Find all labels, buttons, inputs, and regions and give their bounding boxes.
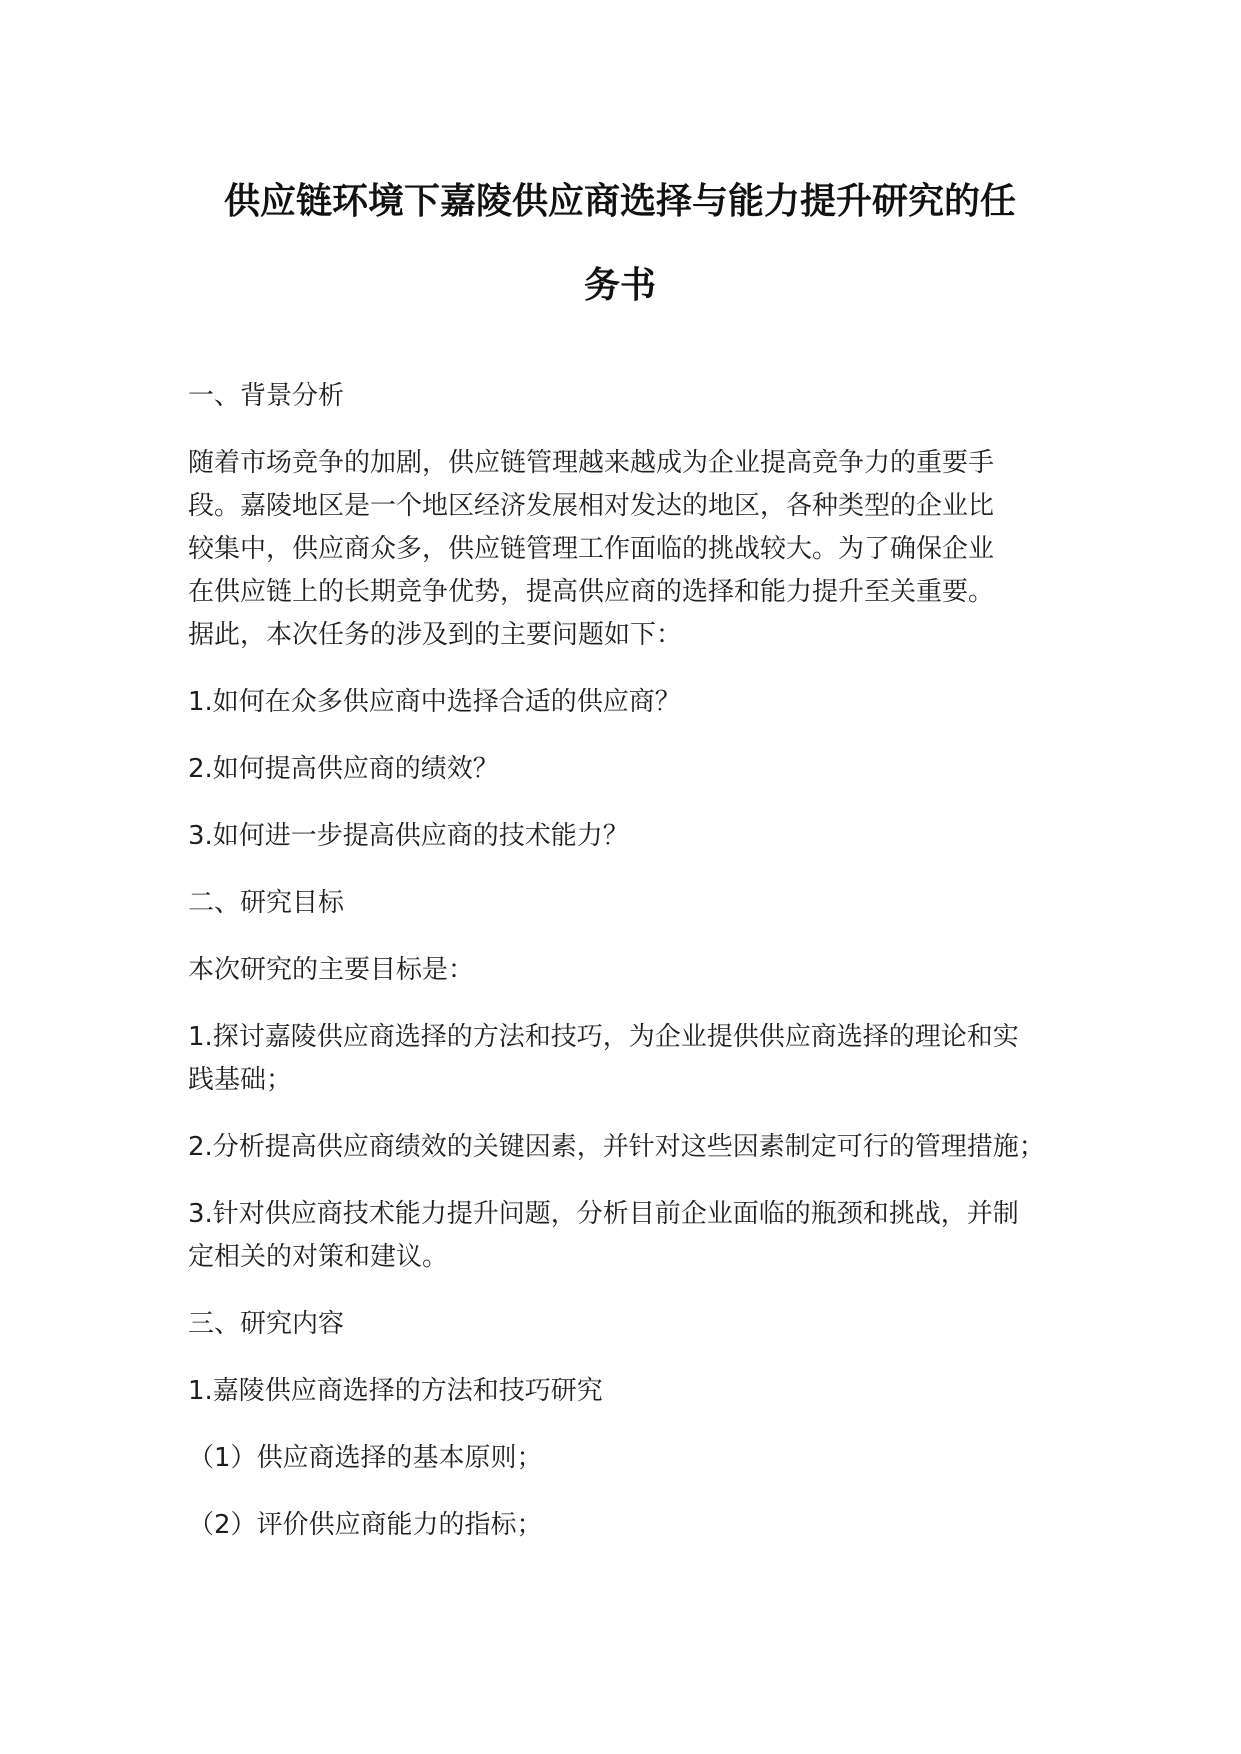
- body-line: 段。嘉陵地区是一个地区经济发展相对发达的地区，各种类型的企业比: [188, 491, 995, 521]
- list-item: 3.针对供应商技术能力提升问题，分析目前企业面临的瓶颈和挑战，并制: [188, 1199, 1019, 1229]
- body-line: 本次研究的主要目标是：: [188, 955, 475, 985]
- section-heading-objectives: 二、研究目标: [188, 888, 345, 918]
- sub-list-item: （1）供应商选择的基本原则；: [188, 1443, 543, 1473]
- section-heading-content: 三、研究内容: [188, 1309, 345, 1339]
- list-item: 1.探讨嘉陵供应商选择的方法和技巧，为企业提供供应商选择的理论和实: [188, 1022, 1019, 1052]
- document-title-line-2: 务书: [583, 265, 656, 306]
- body-line: 随着市场竞争的加剧，供应链管理越来越成为企业提高竞争力的重要手: [188, 448, 995, 478]
- list-item: 1.嘉陵供应商选择的方法和技巧研究: [188, 1376, 603, 1406]
- section-heading-background: 一、背景分析: [188, 381, 345, 411]
- list-item: 2.分析提高供应商绩效的关键因素，并针对这些因素制定可行的管理措施；: [188, 1132, 1045, 1162]
- body-line: 在供应链上的长期竞争优势，提高供应商的选择和能力提升至关重要。: [188, 577, 995, 607]
- body-line: 据此，本次任务的涉及到的主要问题如下：: [188, 620, 683, 650]
- body-line: 较集中，供应商众多，供应链管理工作面临的挑战较大。为了确保企业: [188, 534, 995, 564]
- sub-list-item: （2）评价供应商能力的指标；: [188, 1510, 543, 1540]
- list-item-continued: 践基础；: [188, 1065, 293, 1095]
- document-title-line-1: 供应链环境下嘉陵供应商选择与能力提升研究的任: [223, 181, 1016, 222]
- list-item: 2.如何提高供应商的绩效？: [188, 754, 499, 784]
- list-item-continued: 定相关的对策和建议。: [188, 1242, 449, 1272]
- list-item: 3.如何进一步提高供应商的技术能力？: [188, 821, 629, 851]
- list-item: 1.如何在众多供应商中选择合适的供应商？: [188, 687, 681, 717]
